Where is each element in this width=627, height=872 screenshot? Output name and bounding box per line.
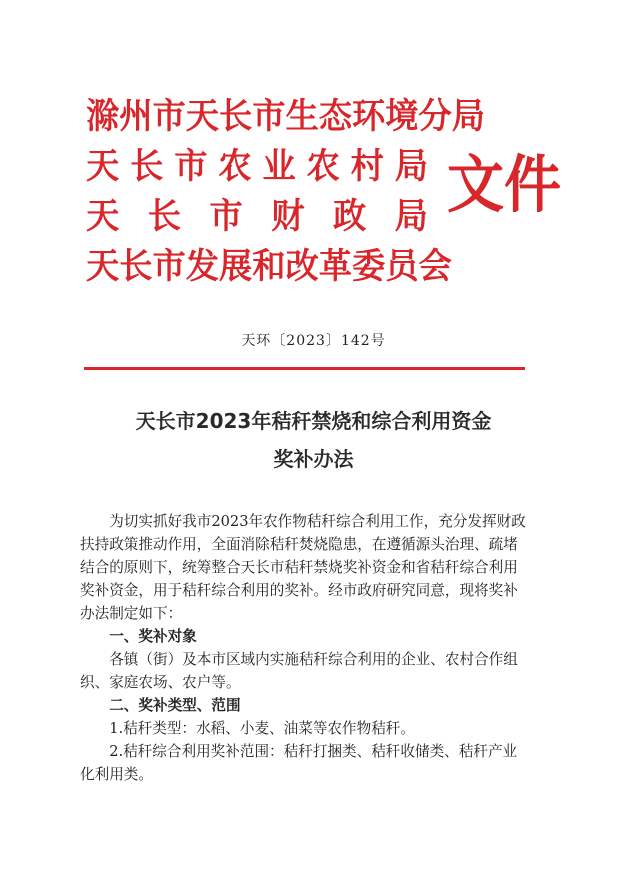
issuer-char: 农 bbox=[306, 146, 340, 187]
issuer-char: 局 bbox=[394, 196, 428, 237]
section-2-item-2: 2.秸秆综合利用奖补范围：秸秆打捆类、秸秆收储类、秸秆产业化利用类。 bbox=[80, 743, 518, 783]
section-2-item-1: 1.秸秆类型：水稻、小麦、油菜等农作物秸秆。 bbox=[109, 720, 415, 737]
issuer-char: 市 bbox=[174, 146, 208, 187]
section-1-heading: 一、奖补对象 bbox=[109, 628, 197, 645]
title-line-2: 奖补办法 bbox=[273, 447, 354, 471]
issuer-block bbox=[86, 92, 486, 292]
issuer-char: 天 bbox=[86, 146, 120, 187]
issuer-char: 市 bbox=[209, 196, 243, 237]
title-line-1: 天长市2023年秸秆禁烧和综合利用资金 bbox=[135, 409, 492, 433]
issuer-char: 业 bbox=[262, 146, 296, 187]
section-2-heading: 二、奖补类型、范围 bbox=[109, 697, 241, 714]
red-divider-line bbox=[84, 367, 525, 370]
intro-paragraph: 为切实抓好我市2023年农作物秸秆综合利用工作，充分发挥财政扶持政策推动作用，全面消除秸秆焚烧隐患，在遵循源头治理、疏堵结合的原则下，统筹整合天长市秸秆禁烧奖补资金和省秸秆综合利用奖补资金，用于秸秆综合利用的奖补。经市政府研究同意，现将奖补办法制定如下： bbox=[80, 513, 526, 622]
document-title bbox=[0, 402, 627, 478]
section-1-paragraph: 各镇（街）及本市区域内实施秸秆综合利用的企业、农村合作组织、家庭农场、农户等。 bbox=[80, 651, 518, 691]
issuer-line-4: 天长市发展和改革委员会 bbox=[86, 246, 452, 287]
issuer-line-3 bbox=[86, 192, 428, 242]
document-body bbox=[80, 510, 530, 786]
issuer-char: 农 bbox=[218, 146, 252, 187]
issuer-char: 天 bbox=[86, 196, 120, 237]
issuer-char: 长 bbox=[147, 196, 181, 237]
document-number: 天环〔2023〕142号 bbox=[241, 333, 386, 349]
issuer-line-1: 滁州市天长市生态环境分局 bbox=[86, 96, 486, 137]
document-word: 文件 bbox=[447, 148, 562, 221]
issuer-char: 政 bbox=[332, 196, 367, 237]
issuer-line-2 bbox=[86, 142, 428, 192]
issuer-char: 村 bbox=[350, 146, 384, 187]
issuer-char: 局 bbox=[394, 146, 428, 187]
issuer-char: 长 bbox=[130, 146, 164, 187]
issuer-char: 财 bbox=[271, 196, 305, 237]
